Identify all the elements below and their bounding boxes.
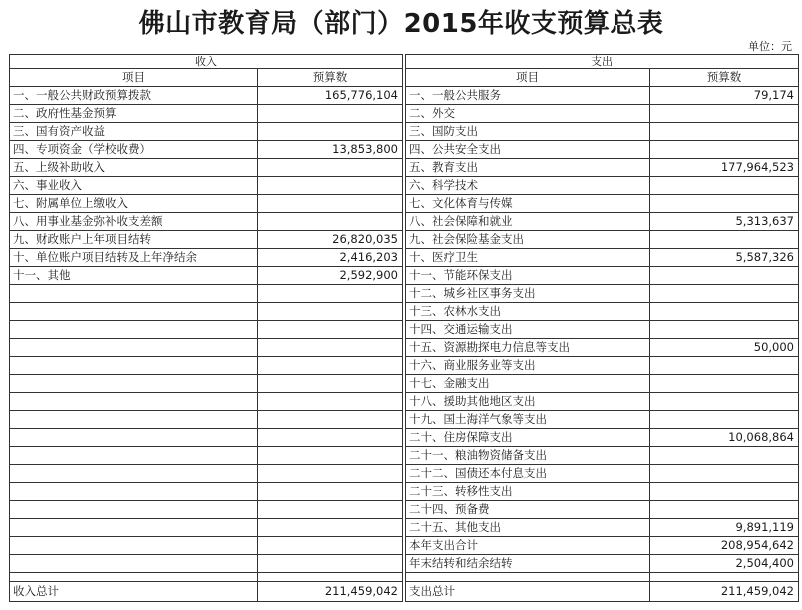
row-item: 十七、金融支出 xyxy=(406,375,650,392)
row-item: 二十二、国债还本付息支出 xyxy=(406,465,650,482)
row-amount xyxy=(650,357,798,374)
row-amount xyxy=(258,429,402,446)
row-item xyxy=(10,339,258,356)
table-row xyxy=(9,411,403,429)
table-row xyxy=(9,555,403,573)
row-amount xyxy=(650,231,798,248)
row-amount: 10,068,864 xyxy=(728,430,794,444)
row-amount: 9,891,119 xyxy=(735,520,794,534)
row-item: 二十五、其他支出 xyxy=(406,519,650,536)
row-amount: 2,416,203 xyxy=(339,250,398,264)
row-amount xyxy=(258,159,402,176)
table-row xyxy=(405,195,799,213)
row-item: 九、社会保险基金支出 xyxy=(406,231,650,248)
table-row xyxy=(405,285,799,303)
table-row xyxy=(405,249,799,267)
row-amount xyxy=(650,195,798,212)
row-item: 十五、资源勘探电力信息等支出 xyxy=(406,339,650,356)
table-row xyxy=(405,321,799,339)
table-row xyxy=(9,177,403,195)
row-item: 十、医疗卫生 xyxy=(406,249,650,266)
row-item: 三、国有资产收益 xyxy=(10,123,258,140)
table-row xyxy=(9,537,403,555)
row-item xyxy=(10,357,258,374)
table-row xyxy=(405,555,799,573)
income-total-row xyxy=(9,582,403,602)
row-amount xyxy=(258,375,402,392)
expense-total-value: 211,459,042 xyxy=(720,584,794,598)
income-section-header: 收入 xyxy=(9,54,403,69)
row-amount xyxy=(258,339,402,356)
table-row xyxy=(405,231,799,249)
table-row xyxy=(9,357,403,375)
row-item: 六、科学技术 xyxy=(406,177,650,194)
row-amount xyxy=(650,141,798,158)
row-amount xyxy=(258,393,402,410)
row-item: 二十一、粮油物资储备支出 xyxy=(406,447,650,464)
table-row xyxy=(9,321,403,339)
row-item: 二、政府性基金预算 xyxy=(10,105,258,122)
row-item: 八、用事业基金弥补收支差额 xyxy=(10,213,258,230)
expense-section xyxy=(405,54,799,602)
row-item: 二十、住房保障支出 xyxy=(406,429,650,446)
row-item xyxy=(10,375,258,392)
row-amount xyxy=(650,411,798,428)
expense-col-amount: 预算数 xyxy=(706,70,742,84)
table-row xyxy=(405,357,799,375)
expense-column-headers xyxy=(405,69,799,87)
row-amount xyxy=(650,303,798,320)
table-row xyxy=(405,159,799,177)
row-amount xyxy=(258,321,402,338)
row-amount xyxy=(258,465,402,482)
row-amount xyxy=(650,375,798,392)
row-amount xyxy=(258,519,402,536)
expense-rows xyxy=(405,87,799,573)
row-item xyxy=(10,447,258,464)
income-col-item: 项目 xyxy=(10,69,258,86)
table-row xyxy=(9,231,403,249)
table-row xyxy=(9,483,403,501)
row-item: 三、国防支出 xyxy=(406,123,650,140)
expense-col-item: 项目 xyxy=(406,69,650,86)
table-row xyxy=(9,465,403,483)
income-section xyxy=(9,54,403,602)
row-amount xyxy=(258,195,402,212)
row-amount: 5,313,637 xyxy=(735,214,794,228)
row-item xyxy=(10,411,258,428)
row-amount xyxy=(258,447,402,464)
row-amount xyxy=(258,213,402,230)
row-amount xyxy=(258,303,402,320)
row-item: 十二、城乡社区事务支出 xyxy=(406,285,650,302)
row-amount xyxy=(258,537,402,554)
row-item xyxy=(10,465,258,482)
row-amount xyxy=(258,483,402,500)
row-item xyxy=(10,429,258,446)
row-amount: 165,776,104 xyxy=(324,88,398,102)
row-item xyxy=(10,555,258,572)
table-row xyxy=(405,213,799,231)
row-item: 七、附属单位上缴收入 xyxy=(10,195,258,212)
table-row xyxy=(405,537,799,555)
table-row xyxy=(9,519,403,537)
income-total-label: 收入总计 xyxy=(10,582,258,601)
unit-label: 单位：元 xyxy=(748,40,792,53)
row-item xyxy=(10,483,258,500)
table-row xyxy=(405,483,799,501)
expense-total-label: 支出总计 xyxy=(406,582,650,601)
row-item: 二、外交 xyxy=(406,105,650,122)
row-item xyxy=(10,537,258,554)
table-row xyxy=(9,141,403,159)
income-column-headers xyxy=(9,69,403,87)
row-amount xyxy=(258,123,402,140)
page-title: 佛山市教育局（部门）2015年收支预算总表 xyxy=(138,9,664,39)
table-row xyxy=(9,213,403,231)
row-item: 一、一般公共财政预算拨款 xyxy=(10,87,258,104)
row-item: 十一、节能环保支出 xyxy=(406,267,650,284)
expense-empty-area xyxy=(405,573,799,582)
table-row xyxy=(9,501,403,519)
row-item: 四、专项资金（学校收费） xyxy=(10,141,258,158)
table-row xyxy=(405,393,799,411)
table-row xyxy=(9,429,403,447)
row-amount: 177,964,523 xyxy=(720,160,794,174)
row-amount xyxy=(650,105,798,122)
table-row xyxy=(405,429,799,447)
table-row xyxy=(405,141,799,159)
row-amount xyxy=(650,267,798,284)
row-item: 七、文化体育与传媒 xyxy=(406,195,650,212)
row-amount: 5,587,326 xyxy=(735,250,794,264)
table-row xyxy=(9,87,403,105)
row-amount xyxy=(650,501,798,518)
table-row xyxy=(9,249,403,267)
table-row xyxy=(405,447,799,465)
income-rows xyxy=(9,87,403,573)
row-item xyxy=(10,321,258,338)
income-total-value: 211,459,042 xyxy=(324,584,398,598)
table-row xyxy=(405,501,799,519)
row-item: 八、社会保障和就业 xyxy=(406,213,650,230)
table-row xyxy=(405,177,799,195)
row-item: 十三、农林水支出 xyxy=(406,303,650,320)
table-row xyxy=(405,411,799,429)
row-amount: 208,954,642 xyxy=(720,538,794,552)
row-amount: 2,592,900 xyxy=(339,268,398,282)
income-empty-area xyxy=(9,573,403,582)
row-amount: 13,853,800 xyxy=(332,142,398,156)
row-item: 二十四、预备费 xyxy=(406,501,650,518)
table-row xyxy=(9,285,403,303)
row-amount xyxy=(650,393,798,410)
row-item xyxy=(10,393,258,410)
table-row xyxy=(9,303,403,321)
row-amount xyxy=(650,465,798,482)
row-item: 五、上级补助收入 xyxy=(10,159,258,176)
row-item: 二十三、转移性支出 xyxy=(406,483,650,500)
row-item: 六、事业收入 xyxy=(10,177,258,194)
row-amount: 2,504,400 xyxy=(735,556,794,570)
row-amount xyxy=(650,285,798,302)
row-amount xyxy=(258,177,402,194)
row-item xyxy=(10,501,258,518)
row-item: 本年支出合计 xyxy=(406,537,650,554)
row-item: 一、一般公共服务 xyxy=(406,87,650,104)
table-row xyxy=(405,87,799,105)
table-row xyxy=(9,159,403,177)
expense-total-row xyxy=(405,582,799,602)
table-row xyxy=(405,465,799,483)
table-row xyxy=(405,105,799,123)
row-amount xyxy=(258,105,402,122)
table-row xyxy=(9,267,403,285)
expense-section-header: 支出 xyxy=(405,54,799,69)
row-item: 十、单位账户项目结转及上年净结余 xyxy=(10,249,258,266)
table-row xyxy=(9,123,403,141)
row-amount xyxy=(258,555,402,572)
table-row xyxy=(405,267,799,285)
table-row xyxy=(405,339,799,357)
row-item: 十九、国土海洋气象等支出 xyxy=(406,411,650,428)
table-row xyxy=(405,375,799,393)
row-item xyxy=(10,285,258,302)
table-row xyxy=(405,519,799,537)
row-amount xyxy=(650,447,798,464)
row-item: 年末结转和结余结转 xyxy=(406,555,650,572)
row-amount xyxy=(258,285,402,302)
row-amount: 79,174 xyxy=(753,88,794,102)
row-amount xyxy=(650,483,798,500)
row-item: 九、财政账户上年项目结转 xyxy=(10,231,258,248)
budget-table xyxy=(9,54,799,602)
row-amount xyxy=(258,357,402,374)
table-row xyxy=(405,123,799,141)
table-row xyxy=(9,375,403,393)
table-row xyxy=(9,195,403,213)
row-item: 十六、商业服务业等支出 xyxy=(406,357,650,374)
row-amount xyxy=(650,123,798,140)
row-amount xyxy=(650,177,798,194)
table-row xyxy=(9,339,403,357)
row-amount xyxy=(258,501,402,518)
row-amount xyxy=(650,321,798,338)
row-amount xyxy=(258,411,402,428)
row-item: 四、公共安全支出 xyxy=(406,141,650,158)
row-item: 十八、援助其他地区支出 xyxy=(406,393,650,410)
row-amount: 50,000 xyxy=(753,340,794,354)
table-row xyxy=(9,393,403,411)
table-row xyxy=(405,303,799,321)
income-col-amount: 预算数 xyxy=(312,70,348,84)
row-item: 五、教育支出 xyxy=(406,159,650,176)
row-amount: 26,820,035 xyxy=(332,232,398,246)
table-row xyxy=(9,105,403,123)
row-item: 十四、交通运输支出 xyxy=(406,321,650,338)
table-row xyxy=(9,447,403,465)
row-item: 十一、其他 xyxy=(10,267,258,284)
row-item xyxy=(10,519,258,536)
row-item xyxy=(10,303,258,320)
